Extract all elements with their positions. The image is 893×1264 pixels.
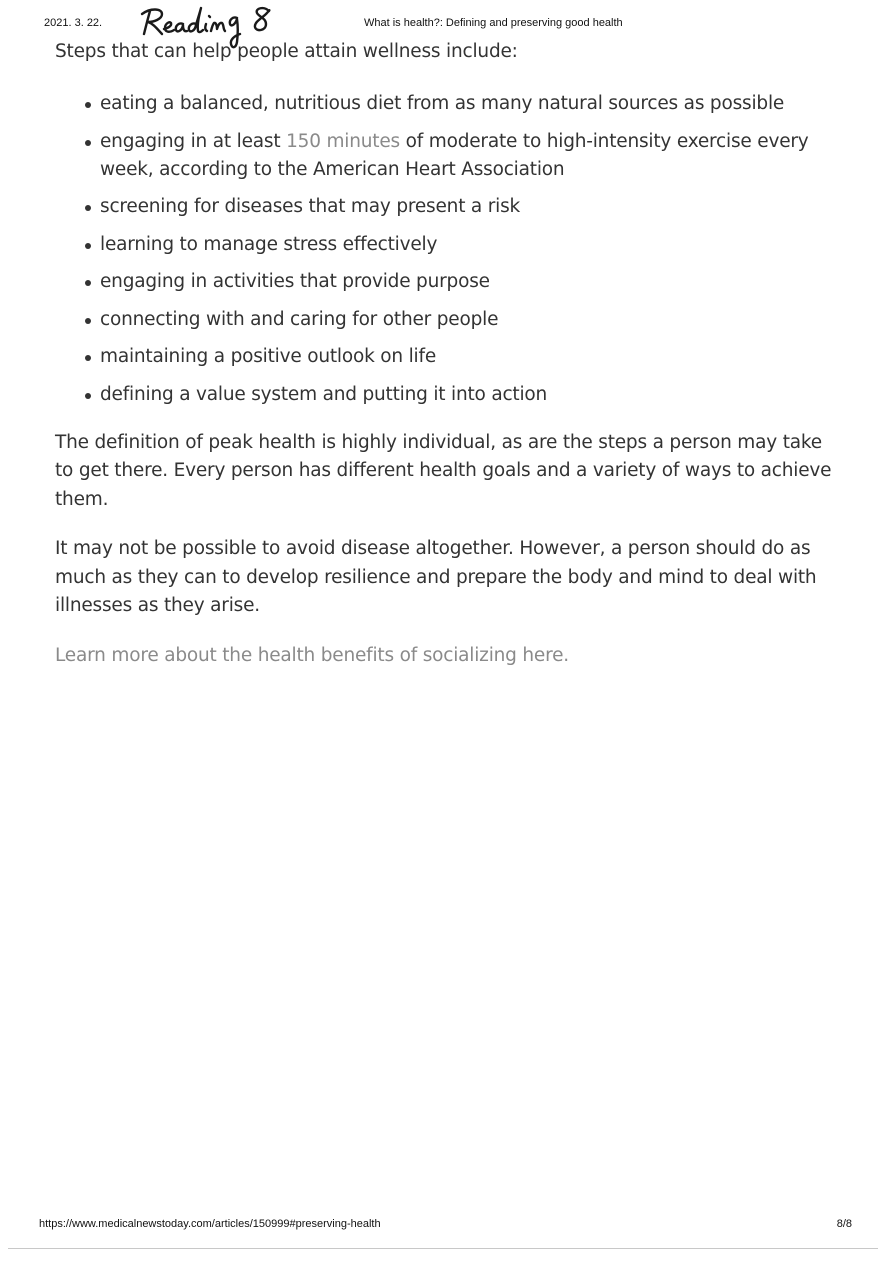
exercise-guidelines-link[interactable]: 150 minutes xyxy=(286,130,400,152)
disease-resilience-paragraph: It may not be possible to avoid disease altogether. However, a person should do as much as they can to develop resilience and prepare the body and mind to deal with illnesses as they arise. xyxy=(55,538,817,616)
list-item: learning to manage stress effectively xyxy=(100,231,845,259)
print-header xyxy=(0,14,893,36)
steps-intro: Steps that can help people attain wellness include: xyxy=(55,41,518,62)
page-number: 8/8 xyxy=(836,1218,852,1230)
print-url: https://www.medicalnewstoday.com/articles/150999#preserving-health xyxy=(39,1218,381,1230)
list-item-text: of moderate to high-intensity exercise every week, according to the American Heart Association xyxy=(100,130,809,180)
wellness-steps-list xyxy=(55,90,845,409)
print-date: 2021. 3. 22. xyxy=(44,17,103,29)
peak-health-paragraph: The definition of peak health is highly individual, as are the steps a person may take to get there. Every person has different health goals and a variety of ways to achieve them. xyxy=(55,431,832,510)
print-page-title: What is health?: Defining and preserving good health xyxy=(364,17,623,29)
list-item: engaging in activities that provide purpose xyxy=(100,268,845,296)
list-item xyxy=(100,128,845,184)
list-item: defining a value system and putting it into action xyxy=(100,381,845,409)
list-item: maintaining a positive outlook on life xyxy=(100,343,845,371)
scan-edge-divider xyxy=(8,1248,878,1249)
list-item: connecting with and caring for other people xyxy=(100,306,845,334)
list-item-text: engaging in at least xyxy=(100,130,287,152)
article-body xyxy=(55,38,845,670)
socializing-benefits-link[interactable]: Learn more about the health benefits of socializing here. xyxy=(55,644,569,666)
list-item: eating a balanced, nutritious diet from as many natural sources as possible xyxy=(100,90,845,118)
list-item: screening for diseases that may present a risk xyxy=(100,193,845,221)
